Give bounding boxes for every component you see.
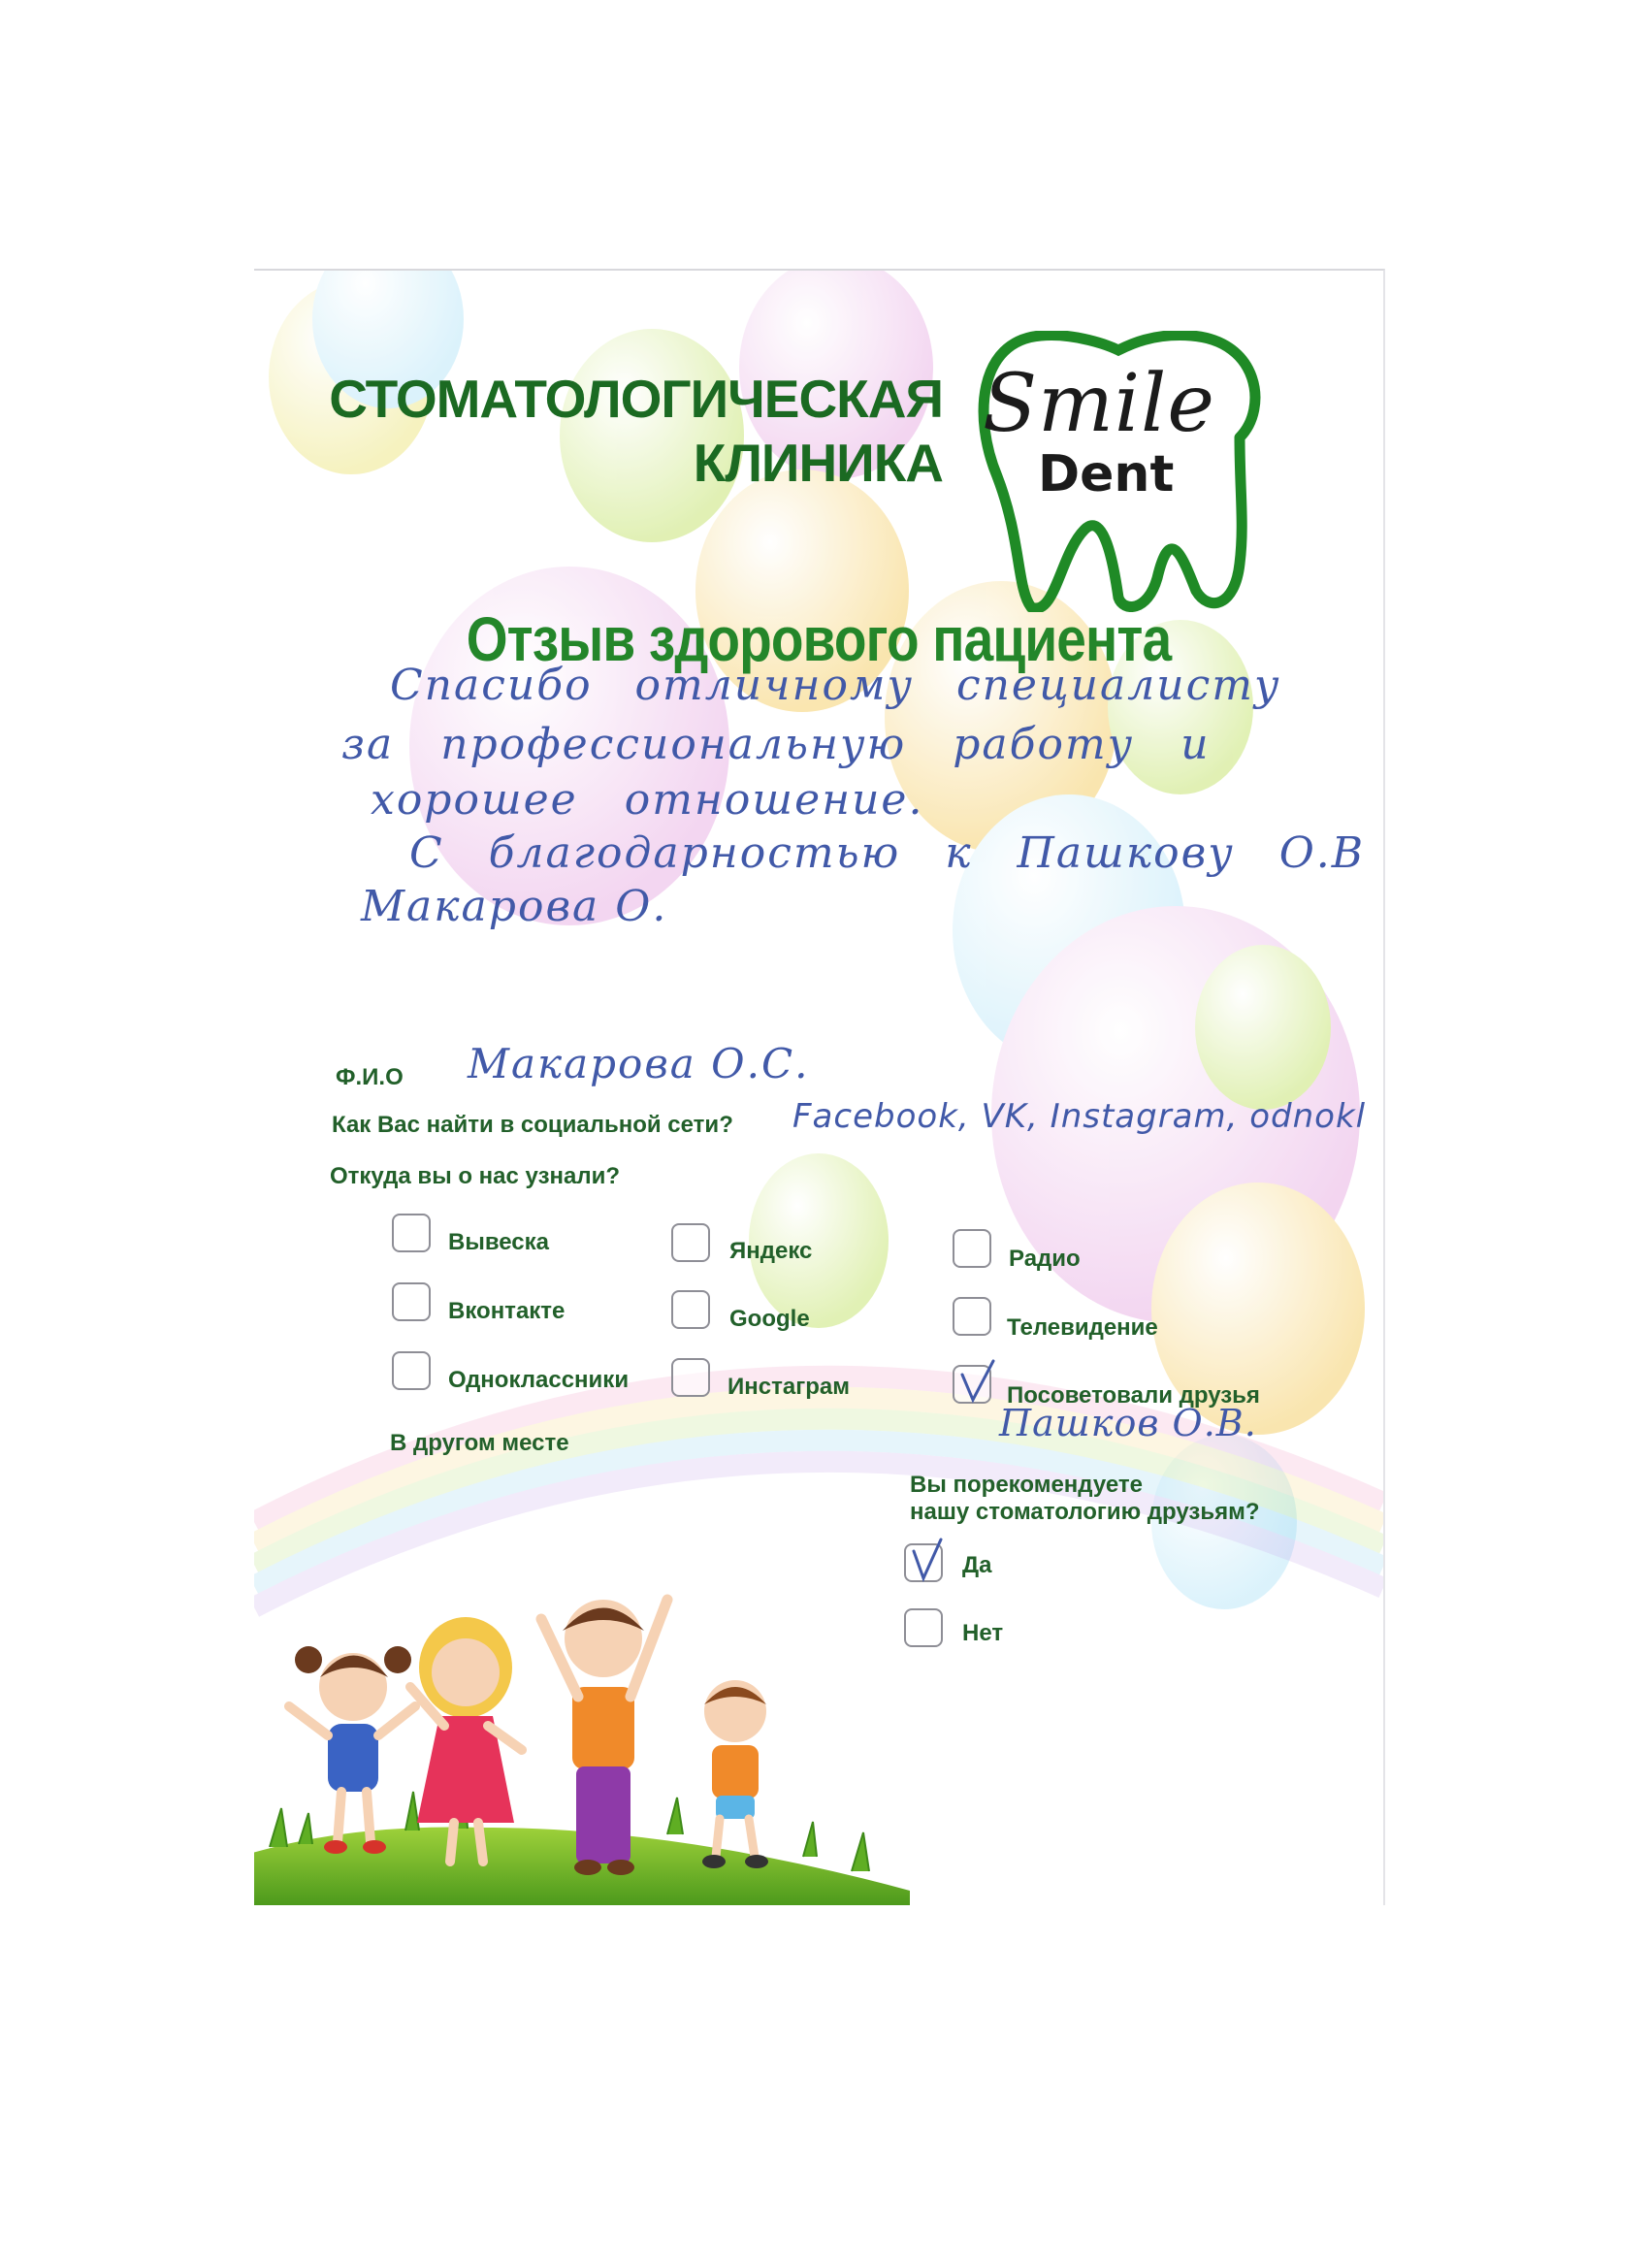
review-title: Отзыв здорового пациента [466,604,1172,674]
option-checkbox-radio[interactable] [953,1229,991,1268]
recommend-no-checkbox[interactable] [904,1608,943,1647]
recommend-no-label: Нет [962,1620,1004,1646]
option-checkbox-yandex[interactable] [671,1223,710,1262]
review-line: хорошее отношение. [371,775,924,825]
option-checkbox-television[interactable] [953,1297,991,1336]
option-checkbox-google[interactable] [671,1290,710,1329]
feedback-form-sheet [254,269,1385,1905]
clinic-title [322,367,943,495]
smile-dent-logo [949,331,1308,612]
option-checkbox-instagram[interactable] [671,1358,710,1397]
option-label-friends: Посоветовали друзья [1007,1382,1260,1409]
review-line: Макарова О. [361,882,668,931]
option-checkbox-signage[interactable] [392,1214,431,1252]
review-line: С благодарностью к Пашкову О.В [409,828,1366,878]
option-label-google: Google [729,1306,810,1332]
social-value[interactable]: Facebook, VK, Instagram, odnokl [792,1097,1367,1136]
name-label: Ф.И.О [336,1064,404,1090]
source-label: Откуда вы о нас узнали? [330,1163,621,1189]
clinic-title-line1: СТОМАТОЛОГИЧЕСКАЯ [329,369,943,429]
option-checkbox-vkontakte[interactable] [392,1282,431,1321]
review-line: Спасибо отличному специалисту [390,661,1281,710]
logo-smile-text: Smile [983,358,1215,450]
option-checkbox-odnoklassniki[interactable] [392,1351,431,1390]
option-label-signage: Вывеска [448,1229,550,1255]
option-label-instagram: Инстаграм [728,1374,850,1400]
recommend-question-line1: Вы порекомендуете [910,1472,1143,1498]
recommend-yes-checkbox[interactable] [904,1543,943,1582]
other-place-label[interactable]: В другом месте [390,1430,569,1456]
checkmark-icon [908,1538,951,1586]
option-label-yandex: Яндекс [729,1238,813,1264]
option-label-radio: Радио [1009,1246,1081,1272]
option-label-vkontakte: Вконтакте [448,1298,566,1324]
checkmark-icon [956,1359,999,1408]
social-label: Как Вас найти в социальной сети? [332,1112,733,1138]
review-line: за профессиональную работу и [341,720,1211,769]
logo-dent-text: Dent [1038,445,1175,503]
option-label-television: Телевидение [1007,1314,1158,1341]
clinic-title-line2: КЛИНИКА [693,433,943,493]
name-value[interactable]: Макарова О.С. [468,1040,810,1087]
option-label-odnoklassniki: Одноклассники [448,1367,630,1393]
option-checkbox-friends[interactable] [953,1365,991,1404]
recommend-question [910,1472,1260,1526]
recommend-question-line2: нашу стоматологию друзьям? [910,1499,1260,1525]
small-boy [702,1680,768,1868]
recommend-yes-label: Да [962,1552,992,1578]
children-illustration [254,1580,910,1905]
friend-note[interactable]: Пашков О.В. [999,1402,1257,1444]
